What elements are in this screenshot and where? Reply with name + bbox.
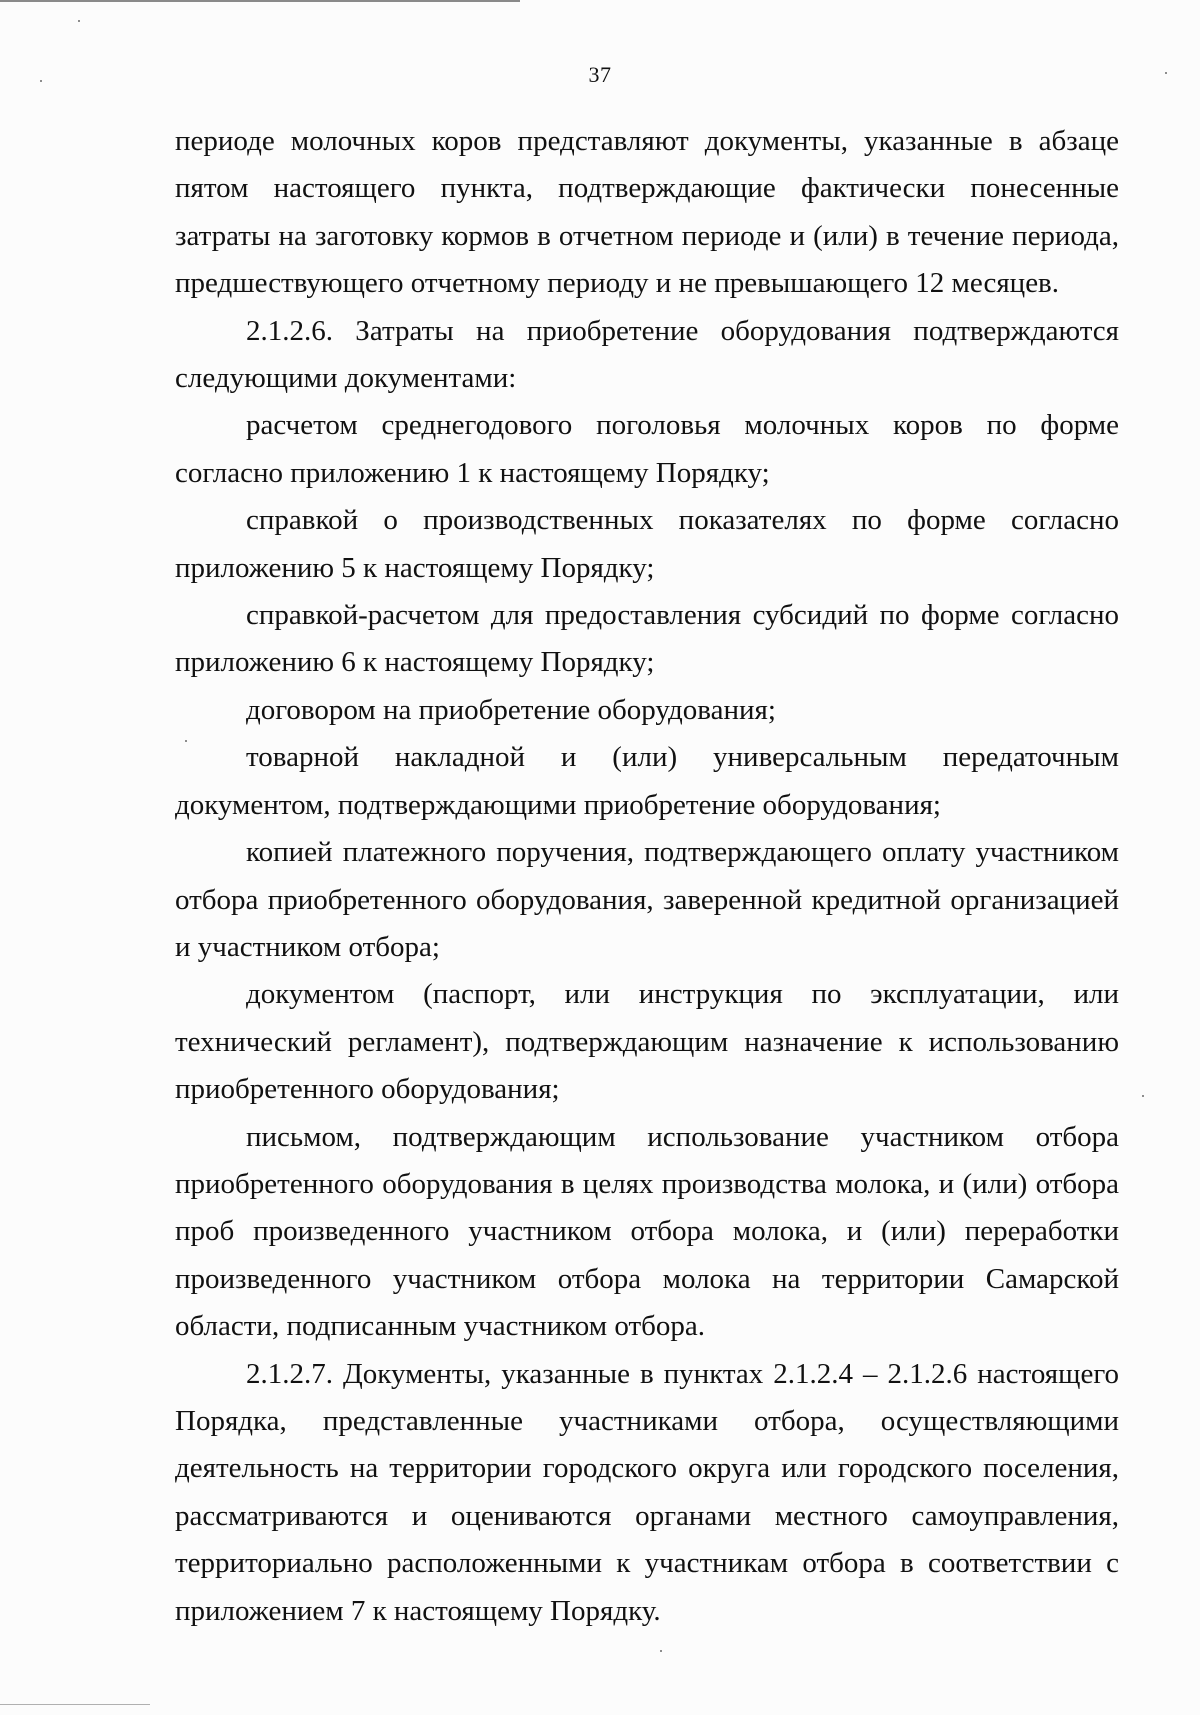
page-number: 37 (588, 62, 612, 87)
list-item-production-certificate: справкой о производственных показателях по форме согласно приложению 5 к настоящему Порядку; (175, 504, 1119, 584)
paragraph-continuation: периоде молочных коров представляют документы, указанные в абзаце пятом настоящего пункта, подтверждающие фактически понесенные затраты на заготовку кормов в отчетном периоде и (или) в течение периода, предшествующего отчетному периоду и не превышающего 12 месяцев. (175, 125, 1119, 300)
document-body (175, 118, 1119, 1635)
scan-speck (78, 20, 80, 22)
paragraph-2-1-2-7: 2.1.2.7. Документы, указанные в пунктах 2.1.2.4 – 2.1.2.6 настоящего Порядка, представленные участниками отбора, осуществляющими деятельность на территории городского округа или городского поселения, рассматриваются и оцениваются органами местного самоуправления, территориально расположенными к участникам отбора в соответствии с приложением 7 к настоящему Порядку. (175, 1357, 1119, 1627)
paragraph-2-1-2-6: 2.1.2.6. Затраты на приобретение оборудования подтверждаются следующими документами: (175, 314, 1119, 395)
list-item-livestock-calculation: расчетом среднегодового поголовья молочных коров по форме согласно приложению 1 к настоящему Порядку; (175, 409, 1119, 489)
list-item-equipment-document: документом (паспорт, или инструкция по эксплуатации, или технический регламент), подтверждающим назначение к использованию приобретенного оборудования; (175, 978, 1119, 1106)
scan-top-edge (0, 0, 520, 2)
list-item-usage-letter: письмом, подтверждающим использование участником отбора приобретенного оборудования в целях производства молока, и (или) отбора проб произведенного участником отбора молока, и (или) переработки произведенного участником отбора молока на территории Самарской области, подписанным участником отбора. (175, 1120, 1119, 1343)
list-item-purchase-contract: договором на приобретение оборудования; (246, 693, 776, 726)
list-item-subsidy-calculation: справкой-расчетом для предоставления субсидий по форме согласно приложению 6 к настоящему Порядку; (175, 599, 1119, 679)
scan-bottom-edge (0, 1704, 150, 1705)
list-item-waybill: товарной накладной и (или) универсальным передаточным документом, подтверждающими приобретение оборудования; (175, 741, 1119, 821)
list-item-payment-order: копией платежного поручения, подтверждающего оплату участником отбора приобретенного оборудования, заверенной кредитной организацией и участником отбора; (175, 836, 1119, 963)
scan-speck (1142, 1095, 1144, 1097)
scan-speck (660, 1650, 662, 1652)
